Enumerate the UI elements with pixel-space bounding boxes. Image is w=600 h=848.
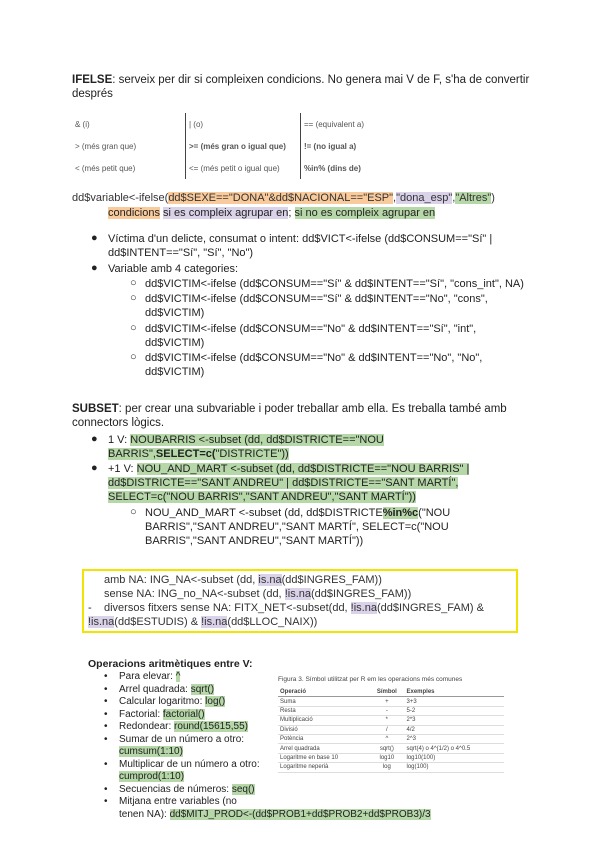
ifelse-labels: condicions si es compleix agrupar en; si no es compleix agrupar en [108, 207, 436, 219]
sub-bullet: ○ [130, 351, 137, 363]
ops-cell: %in% (dins de) [301, 157, 408, 179]
code-comma: , [452, 192, 456, 204]
label-no: si no es compleix agrupar en [294, 207, 436, 219]
table-cell: sqrt(4) o 4^(1/2) o 4^0.5 [405, 744, 505, 753]
table-cell: sqrt() [369, 744, 404, 753]
table-cell: Suma [278, 697, 369, 706]
table-cell: - [369, 706, 404, 715]
sub-bullet: ○ [130, 277, 137, 289]
sub-line: dd$VICTIM) [145, 307, 205, 319]
table-cell: Logaritme neperià [278, 763, 369, 772]
operations-table [278, 688, 504, 773]
ops-row [72, 135, 407, 157]
bullet-dot: ● [91, 433, 98, 445]
code-line: amb NA: ING_NA<-subset (dd, [104, 574, 259, 586]
bullet-prefix: +1 V: [108, 463, 137, 475]
table-cell: / [369, 725, 404, 734]
sub-item [145, 292, 488, 320]
ops-cell: == (equivalent a) [301, 113, 408, 135]
code-no-value: "Altres" [455, 192, 492, 204]
table-cell: log(100) [405, 763, 505, 772]
ops-cell: != (no igual a) [301, 135, 408, 157]
list-item: • Redondear: round(15615,55) [104, 721, 248, 732]
label-conditions: condicions [108, 207, 160, 219]
table-cell: 2*3 [405, 716, 505, 725]
table-cell: log10(100) [405, 753, 505, 762]
code-line: (dd$ESTUDIS) & [114, 616, 202, 628]
sub-item [145, 351, 482, 379]
na-line-1 [104, 573, 382, 587]
bullet-dot: ● [91, 262, 98, 274]
subset-intro-text: connectors lògics. [72, 417, 165, 429]
table-cell: Multiplicació [278, 716, 369, 725]
table-cell: log [369, 763, 404, 772]
code-line: (dd$INGRES_FAM) & [376, 602, 484, 614]
ifelse-intro [72, 73, 542, 101]
table-cell: Potència [278, 734, 369, 743]
code-line: sense NA: ING_no_NA<-subset (dd, [104, 588, 285, 600]
code-line: (dd$INGRES_FAM)) [310, 588, 412, 600]
bullet-dot: ● [91, 462, 98, 474]
code-fn: !is.na [88, 616, 115, 628]
table-header-cell: Símbol [369, 688, 404, 697]
ifelse-bullet-2: Variable amb 4 categories: [108, 263, 239, 275]
table-header-cell: Exemples [405, 688, 505, 697]
item-text: Sumar de un número a otro: [119, 733, 245, 745]
code-operator: %in%c [382, 507, 419, 519]
na-dash: - [88, 602, 92, 614]
code-line: dd$DISTRICTE=="SANT ANDREU" | dd$DISTRICTE=="SANT MARTÍ", [108, 477, 459, 489]
table-row [278, 706, 504, 715]
table-row [278, 753, 504, 762]
code-line: (dd$LLOC_NAIX)) [227, 616, 318, 628]
code-line: "DISTRICTE")) [215, 448, 289, 460]
figure-caption: Figura 3. Símbol utilitzat per R em les operacions més comunes [278, 676, 463, 683]
list-item: • Secuencias de números: seq() [104, 783, 255, 795]
table-cell: ^ [369, 734, 404, 743]
ops-row [72, 113, 407, 135]
item-text: Para elevar: [119, 671, 176, 682]
table-cell: Logaritme en base 10 [278, 753, 369, 762]
sub-line: dd$VICTIM) [145, 337, 205, 349]
code-prefix: dd$variable<-ifelse( [72, 192, 169, 204]
item-text: Multiplicar de un número a otro: [119, 758, 260, 770]
table-row [278, 697, 504, 706]
sub-bullet: ○ [130, 506, 137, 518]
ifelse-heading: IFELSE [72, 74, 113, 86]
subset-intro-text: : per crear una subvariable i poder treballar amb ella. Es treballa també amb [118, 403, 507, 415]
sub-line: dd$VICTIM) [145, 366, 205, 378]
table-header-cell: Operació [278, 688, 369, 697]
table-row [278, 744, 504, 753]
item-code: cumprod(1:10) [119, 771, 185, 782]
table-cell: 4/2 [405, 725, 505, 734]
subset-sub [145, 506, 450, 548]
list-item: • Mitjana entre variables (no tenen NA): dd$MITJ_PROD<-(dd$PROB1+dd$PROB2+dd$PROB3)/3 [104, 796, 431, 820]
code-line: ("NOU [418, 507, 451, 519]
table-row [278, 734, 504, 743]
code-line: NOU_AND_MART <-subset (dd, dd$DISTRICTE=="NOU BARRIS" | [136, 463, 470, 475]
table-cell: 3+3 [405, 697, 505, 706]
code-line: NOU_AND_MART <-subset (dd, dd$DISTRICTE [145, 507, 383, 519]
ops-cell: < (més petit que) [75, 163, 136, 173]
subset-intro [72, 402, 542, 430]
bullet-line: dd$INTENT=="Sí", "Sí", "No") [108, 247, 254, 259]
code-yes-value: "dona_esp" [396, 192, 453, 204]
code-condition: dd$SEXE=="DONA"&dd$NACIONAL=="ESP" [168, 192, 394, 204]
item-code: round(15615,55) [174, 721, 248, 732]
code-line: diversos fitxers sense NA: FITX_NET<-subset(dd, [104, 602, 351, 614]
table-cell: log10 [369, 753, 404, 762]
sub-line: dd$VICTIM<-ifelse (dd$CONSUM=="Sí" & dd$INTENT=="No", "cons", [145, 293, 488, 305]
ops-cell: & (i) [75, 119, 90, 129]
subset-bullet-1 [108, 433, 384, 461]
code-fn: !is.na [201, 616, 228, 628]
code-line: BARRIS", [108, 448, 156, 460]
subset-heading: SUBSET [72, 403, 119, 415]
item-text: Arrel quadrada: [119, 683, 191, 695]
table-row [278, 725, 504, 734]
item-code: log() [205, 696, 226, 707]
table-cell: 2^3 [405, 734, 505, 743]
table-cell: Divisió [278, 725, 369, 734]
code-line: BARRIS","SANT ANDREU","SANT MARTÍ", SELECT=c("NOU [145, 521, 449, 533]
code-fn: is.na [258, 574, 282, 586]
list-item: • Arrel quadrada: sqrt() [104, 683, 215, 695]
code-fn: !is.na [350, 602, 377, 614]
ops-cell: >= (més gran o igual que) [186, 135, 301, 157]
table-cell: * [369, 716, 404, 725]
bullet-dot: ● [91, 232, 98, 244]
subset-bullet-2 [108, 462, 469, 504]
item-text: Factorial: [119, 708, 163, 720]
ifelse-intro-text: : serveix per dir si compleixen condicions. No genera mai V de F, s'ha de convertir després [72, 74, 530, 100]
sub-bullet: ○ [130, 292, 137, 304]
sub-bullet: ○ [130, 322, 137, 334]
table-row [278, 716, 504, 725]
label-yes: si es compleix agrupar en [163, 207, 289, 219]
item-code: dd$MITJ_PROD<-(dd$PROB1+dd$PROB2+dd$PROB3)/3 [169, 808, 431, 820]
item-code: seq() [231, 783, 255, 795]
code-line: SELECT=c( [155, 448, 216, 460]
item-code: sqrt() [190, 683, 215, 695]
code-line: NOUBARRIS <-subset (dd, dd$DISTRICTE=="NOU [130, 434, 384, 446]
code-close: ) [491, 192, 495, 204]
ops-cell: | (o) [186, 113, 301, 135]
list-item: • Factorial: factorial() [104, 708, 205, 720]
table-cell: Arrel quadrada [278, 744, 369, 753]
table-row [278, 763, 504, 772]
item-text: Mitjana entre variables (no [119, 796, 237, 807]
ops-cell: <= (més petit o igual que) [186, 157, 301, 179]
code-fn: !is.na [284, 588, 311, 600]
item-code: factorial() [162, 708, 205, 720]
code-line: SELECT=c("NOU BARRIS","SANT ANDREU","SANT MARTÍ")) [108, 491, 416, 503]
sub-line: dd$VICTIM<-ifelse (dd$CONSUM=="Sí" & dd$INTENT=="Sí", "cons_int", NA) [145, 278, 524, 290]
ifelse-code [72, 192, 495, 204]
item-text: Calcular logaritmo: [119, 696, 206, 707]
table-cell: 5-2 [405, 706, 505, 715]
na-line-3 [104, 601, 484, 615]
code-line: BARRIS","SANT ANDREU","SANT MARTÍ")) [145, 535, 364, 547]
list-item: • Multiplicar de un número a otro: cumprod(1:10) [104, 758, 260, 782]
item-text: Redondear: [119, 721, 175, 732]
code-comma: , [393, 192, 397, 204]
code-line: (dd$INGRES_FAM)) [281, 574, 382, 586]
item-text: Secuencias de números: [119, 783, 232, 795]
table-cell: + [369, 697, 404, 706]
operators-table [72, 113, 407, 179]
ops-row [72, 157, 407, 179]
item-code: cumsum(1:10) [119, 746, 183, 757]
list-item: • Calcular logaritmo: log() [104, 696, 226, 707]
ops-cell: > (més gran que) [75, 141, 137, 151]
sub-item [145, 322, 476, 350]
list-item: • Sumar de un número a otro: cumsum(1:10) [104, 733, 245, 757]
sub-line: dd$VICTIM<-ifelse (dd$CONSUM=="No" & dd$INTENT=="No", "No", [145, 352, 483, 364]
table-cell: Resta [278, 706, 369, 715]
bullet-line: Víctima d'un delicte, consumat o intent: dd$VICT<-ifelse (dd$CONSUM=="Sí" | [108, 233, 493, 245]
item-text: tenen NA): [119, 808, 170, 820]
sub-line: dd$VICTIM<-ifelse (dd$CONSUM=="No" & dd$INTENT=="Sí", "int", [145, 323, 477, 335]
na-line-2 [104, 587, 411, 601]
item-code: ^ [175, 671, 181, 682]
arith-heading: Operacions aritmètiques entre V: [88, 658, 253, 670]
bullet-prefix: 1 V: [108, 434, 131, 446]
table-header-row [278, 688, 504, 697]
ifelse-bullet-1 [108, 232, 538, 260]
list-item: • Para elevar: ^ [104, 671, 181, 682]
na-line-4 [88, 615, 317, 629]
